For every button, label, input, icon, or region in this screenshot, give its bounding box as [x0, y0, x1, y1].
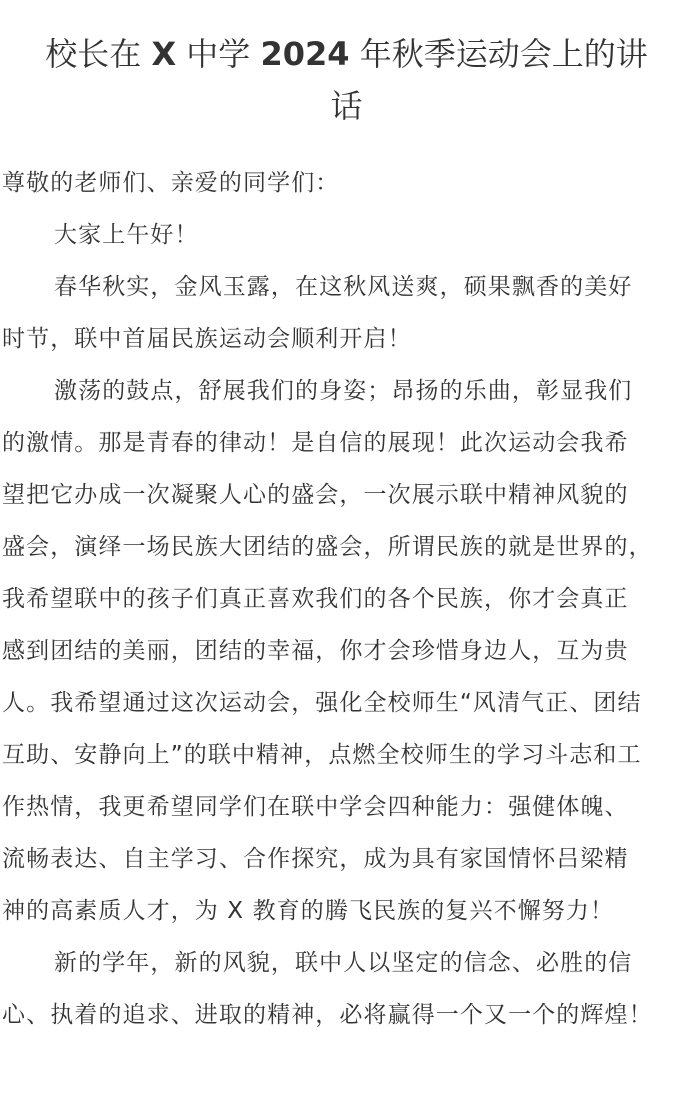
paragraph-line: 激荡的鼓点，舒展我们的身姿；昂扬的乐曲，彰显我们 — [54, 378, 633, 404]
speech-body — [2, 157, 693, 1041]
document-title — [10, 28, 683, 132]
title-part: 中学 — [176, 35, 261, 73]
paragraph-line: 盛会，演绎一场民族大团结的盛会，所谓民族的就是世界的， — [2, 534, 653, 560]
title-part: 年秋季运动会上的讲 — [349, 35, 648, 73]
paragraph-line: 神的高素质人才，为 X 教育的腾飞民族的复兴不懈努力！ — [2, 898, 615, 924]
greeting-line: 大家上午好！ — [54, 222, 199, 248]
salutation-line: 尊敬的老师们、亲爱的同学们： — [2, 170, 340, 196]
paragraph-line: 春华秋实，金风玉露，在这秋风送爽，硕果飘香的美好 — [54, 274, 633, 300]
paragraph-line: 望把它办成一次凝聚人心的盛会，一次展示联中精神风貌的 — [2, 482, 629, 508]
title-part: 话 — [330, 87, 363, 125]
title-part-bold: X — [151, 35, 177, 73]
paragraph-line: 新的学年，新的风貌，联中人以坚定的信念、必胜的信 — [54, 950, 633, 976]
paragraph-line: 作热情，我更希望同学们在联中学会四种能力：强健体魄、 — [2, 794, 629, 820]
paragraph-line: 感到团结的美丽，团结的幸福，你才会珍惜身边人，互为贵 — [2, 638, 629, 664]
paragraph-line: 的激情。那是青春的律动！是自信的展现！此次运动会我希 — [2, 430, 629, 456]
paragraph-line: 流畅表达、自主学习、合作探究，成为具有家国情怀吕梁精 — [2, 846, 629, 872]
paragraph-line: 时节，联中首届民族运动会顺利开启！ — [2, 326, 412, 352]
title-part-bold: 2024 — [260, 35, 350, 73]
paragraph-line: 人。我希望通过这次运动会，强化全校师生“风清气正、团结 — [2, 690, 642, 716]
title-part: 校长在 — [45, 35, 152, 73]
paragraph-line: 互助、安静向上”的联中精神，点燃全校师生的学习斗志和工 — [2, 742, 642, 768]
paragraph-line: 我希望联中的孩子们真正喜欢我们的各个民族，你才会真正 — [2, 586, 629, 612]
paragraph-line: 心、执着的追求、进取的精神，必将赢得一个又一个的辉煌！ — [2, 1002, 653, 1028]
